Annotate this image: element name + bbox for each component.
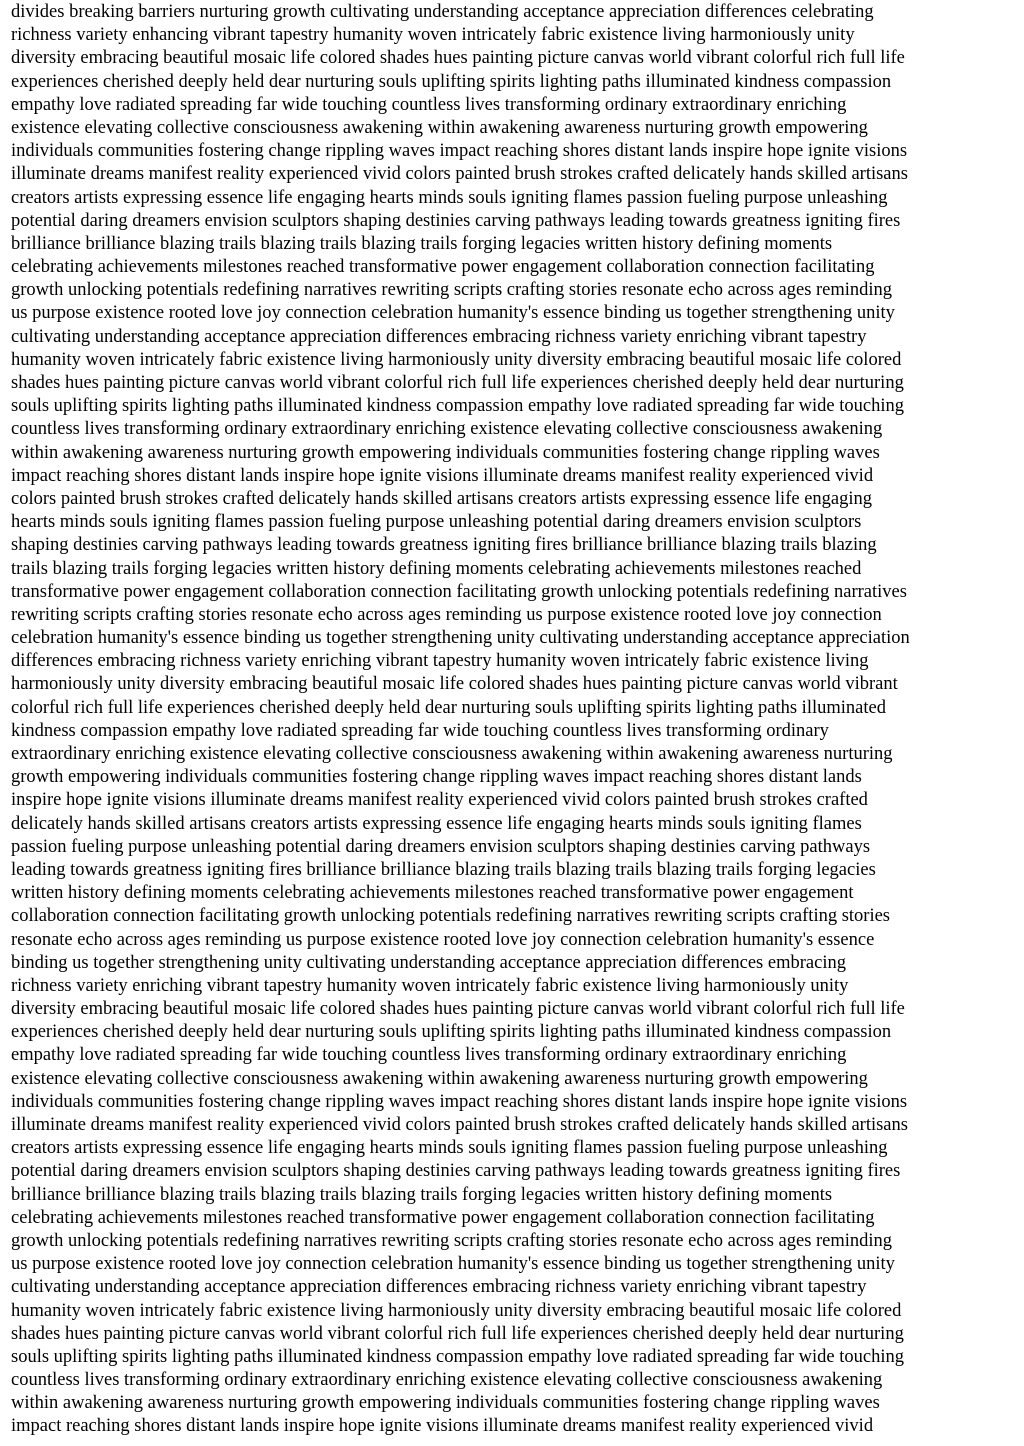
text-line: illuminate dreams manifest reality experienced vivid colors painted brush strokes crafted delicately hands skilled artisans (11, 164, 908, 185)
text-line: shades hues painting picture canvas world vibrant colorful rich full life experiences cherished deeply held dear nurturing (11, 373, 904, 393)
text-line: existence elevating collective consciousness awakening within awakening awareness nurturing growth empowering (11, 1068, 868, 1089)
text-line: existence elevating collective consciousness awakening within awakening awareness nurturing growth empowering (11, 117, 868, 138)
text-line: us purpose existence rooted love joy connection celebration humanity's essence binding us together strengthening unity (11, 303, 895, 324)
text-line: growth unlocking potentials redefining narratives rewriting scripts crafting stories resonate echo across ages reminding (11, 1230, 893, 1251)
text-line: delicately hands skilled artisans creators artists expressing essence life engaging hearts minds souls igniting flames (11, 813, 862, 834)
text-line: humanity woven intricately fabric existence living harmoniously unity diversity embracing beautiful mosaic life colored (11, 349, 902, 370)
text-line: souls uplifting spirits lighting paths illuminated kindness compassion empathy love radiated spreading far wide touching (11, 1346, 904, 1367)
text-line: celebrating achievements milestones reached transformative power engagement collaboration connection facilitating (11, 1207, 875, 1228)
text-line: impact reaching shores distant lands inspire hope ignite visions illuminate dreams manifest reality experienced vivid (11, 465, 874, 486)
text-line: written history defining moments celebrating achievements milestones reached transformative power engagement (11, 883, 854, 904)
text-line: souls uplifting spirits lighting paths illuminated kindness compassion empathy love radiated spreading far wide touching (11, 396, 904, 417)
text-line: diversity embracing beautiful mosaic life colored shades hues painting picture canvas world vibrant colorful rich full life (11, 48, 905, 69)
text-line: celebrating achievements milestones reached transformative power engagement collaboration connection facilitating (11, 257, 875, 278)
text-line: brilliance brilliance blazing trails blazing trails blazing trails forging legacies written history defining moments (11, 233, 833, 254)
text-line: kindness compassion empathy love radiated spreading far wide touching countless lives transforming ordinary (11, 720, 829, 741)
text-line: creators artists expressing essence life engaging hearts minds souls igniting flames passion fueling purpose unleashing (11, 187, 888, 208)
text-line: impact reaching shores distant lands inspire hope ignite visions illuminate dreams manifest reality experienced vivid (11, 1416, 874, 1437)
text-line: divides breaking barriers nurturing growth cultivating understanding acceptance appreciation differences celebrating (11, 2, 874, 22)
text-line: within awakening awareness nurturing growth empowering individuals communities fostering change rippling waves (11, 442, 880, 463)
text-line: inspire hope ignite visions illuminate dreams manifest reality experienced vivid colors painted brush strokes crafted (11, 790, 868, 811)
text-line: humanity woven intricately fabric existence living harmoniously unity diversity embracing beautiful mosaic life colored (11, 1300, 902, 1321)
text-line: illuminate dreams manifest reality experienced vivid colors painted brush strokes crafted delicately hands skilled artisans (11, 1115, 908, 1135)
text-line: within awakening awareness nurturing growth empowering individuals communities fostering change rippling waves (11, 1393, 880, 1414)
text-line: diversity embracing beautiful mosaic life colored shades hues painting picture canvas world vibrant colorful rich full life (11, 999, 905, 1020)
text-line: passion fueling purpose unleashing potential daring dreamers envision sculptors shaping destinies carving pathways (11, 836, 871, 857)
text-line: empathy love radiated spreading far wide touching countless lives transforming ordinary extraordinary enriching (11, 94, 847, 115)
text-line: resonate echo across ages reminding us purpose existence rooted love joy connection celebration humanity's essence (11, 929, 875, 950)
text-line: growth unlocking potentials redefining narratives rewriting scripts crafting stories resonate echo across ages reminding (11, 280, 893, 301)
text-line: countless lives transforming ordinary extraordinary enriching existence elevating collective consciousness awakening (11, 1370, 883, 1391)
text-line: growth empowering individuals communities fostering change rippling waves impact reaching shores distant lands (11, 767, 862, 788)
text-line: individuals communities fostering change rippling waves impact reaching shores distant lands inspire hope ignite visions (11, 141, 908, 162)
text-line: creators artists expressing essence life engaging hearts minds souls igniting flames passion fueling purpose unleashing (11, 1138, 888, 1159)
text-line: colors painted brush strokes crafted delicately hands skilled artisans creators artists expressing essence life engaging (11, 488, 872, 509)
text-line: us purpose existence rooted love joy connection celebration humanity's essence binding us together strengthening unity (11, 1254, 895, 1275)
text-line: shades hues painting picture canvas world vibrant colorful rich full life experiences cherished deeply held dear nurturing (11, 1323, 904, 1344)
text-line: experiences cherished deeply held dear nurturing souls uplifting spirits lighting paths illuminated kindness compassion (11, 71, 892, 92)
body-paragraph (11, 1, 1017, 1439)
text-line: brilliance brilliance blazing trails blazing trails blazing trails forging legacies written history defining moments (11, 1184, 833, 1205)
text-line: countless lives transforming ordinary extraordinary enriching existence elevating collective consciousness awakening (11, 419, 883, 440)
text-line: rewriting scripts crafting stories resonate echo across ages reminding us purpose existence rooted love joy connection (11, 604, 882, 625)
text-line: trails blazing trails forging legacies written history defining moments celebrating achievements milestones reached (11, 558, 862, 579)
text-line: transformative power engagement collaboration connection facilitating growth unlocking potentials redefining narratives (11, 581, 907, 602)
text-line: celebration humanity's essence binding us together strengthening unity cultivating understanding acceptance appreciation (11, 628, 910, 649)
text-line: individuals communities fostering change rippling waves impact reaching shores distant lands inspire hope ignite visions (11, 1091, 908, 1112)
text-line: harmoniously unity diversity embracing beautiful mosaic life colored shades hues painting picture canvas world vibrant (11, 674, 898, 695)
text-line: cultivating understanding acceptance appreciation differences embracing richness variety enriching vibrant tapestry (11, 1277, 867, 1298)
text-line: empathy love radiated spreading far wide touching countless lives transforming ordinary extraordinary enriching (11, 1045, 847, 1066)
text-line: richness variety enhancing vibrant tapestry humanity woven intricately fabric existence living harmoniously unity (11, 25, 855, 46)
text-line: potential daring dreamers envision sculptors shaping destinies carving pathways leading towards greatness igniting fires (11, 210, 901, 231)
text-line: differences embracing richness variety enriching vibrant tapestry humanity woven intricately fabric existence living (11, 651, 869, 672)
text-line: richness variety enriching vibrant tapestry humanity woven intricately fabric existence living harmoniously unity (11, 975, 849, 996)
text-line: binding us together strengthening unity cultivating understanding acceptance appreciation differences embracing (11, 952, 846, 973)
text-line: hearts minds souls igniting flames passion fueling purpose unleashing potential daring dreamers envision sculptors (11, 512, 862, 533)
text-line: experiences cherished deeply held dear nurturing souls uplifting spirits lighting paths illuminated kindness compassion (11, 1022, 892, 1043)
text-line: collaboration connection facilitating growth unlocking potentials redefining narratives rewriting scripts crafting stories (11, 906, 891, 927)
text-line: extraordinary enriching existence elevating collective consciousness awakening within awakening awareness nurturing (11, 744, 893, 764)
text-line: shaping destinies carving pathways leading towards greatness igniting fires brilliance brilliance blazing trails blazing (11, 535, 877, 556)
text-line: colorful rich full life experiences cherished deeply held dear nurturing souls uplifting spirits lighting paths illuminated (11, 697, 886, 718)
text-line: leading towards greatness igniting fires brilliance brilliance blazing trails blazing trails blazing trails forging legacies (11, 859, 876, 880)
text-line: potential daring dreamers envision sculptors shaping destinies carving pathways leading towards greatness igniting fires (11, 1161, 901, 1182)
text-line: cultivating understanding acceptance appreciation differences embracing richness variety enriching vibrant tapestry (11, 326, 867, 347)
